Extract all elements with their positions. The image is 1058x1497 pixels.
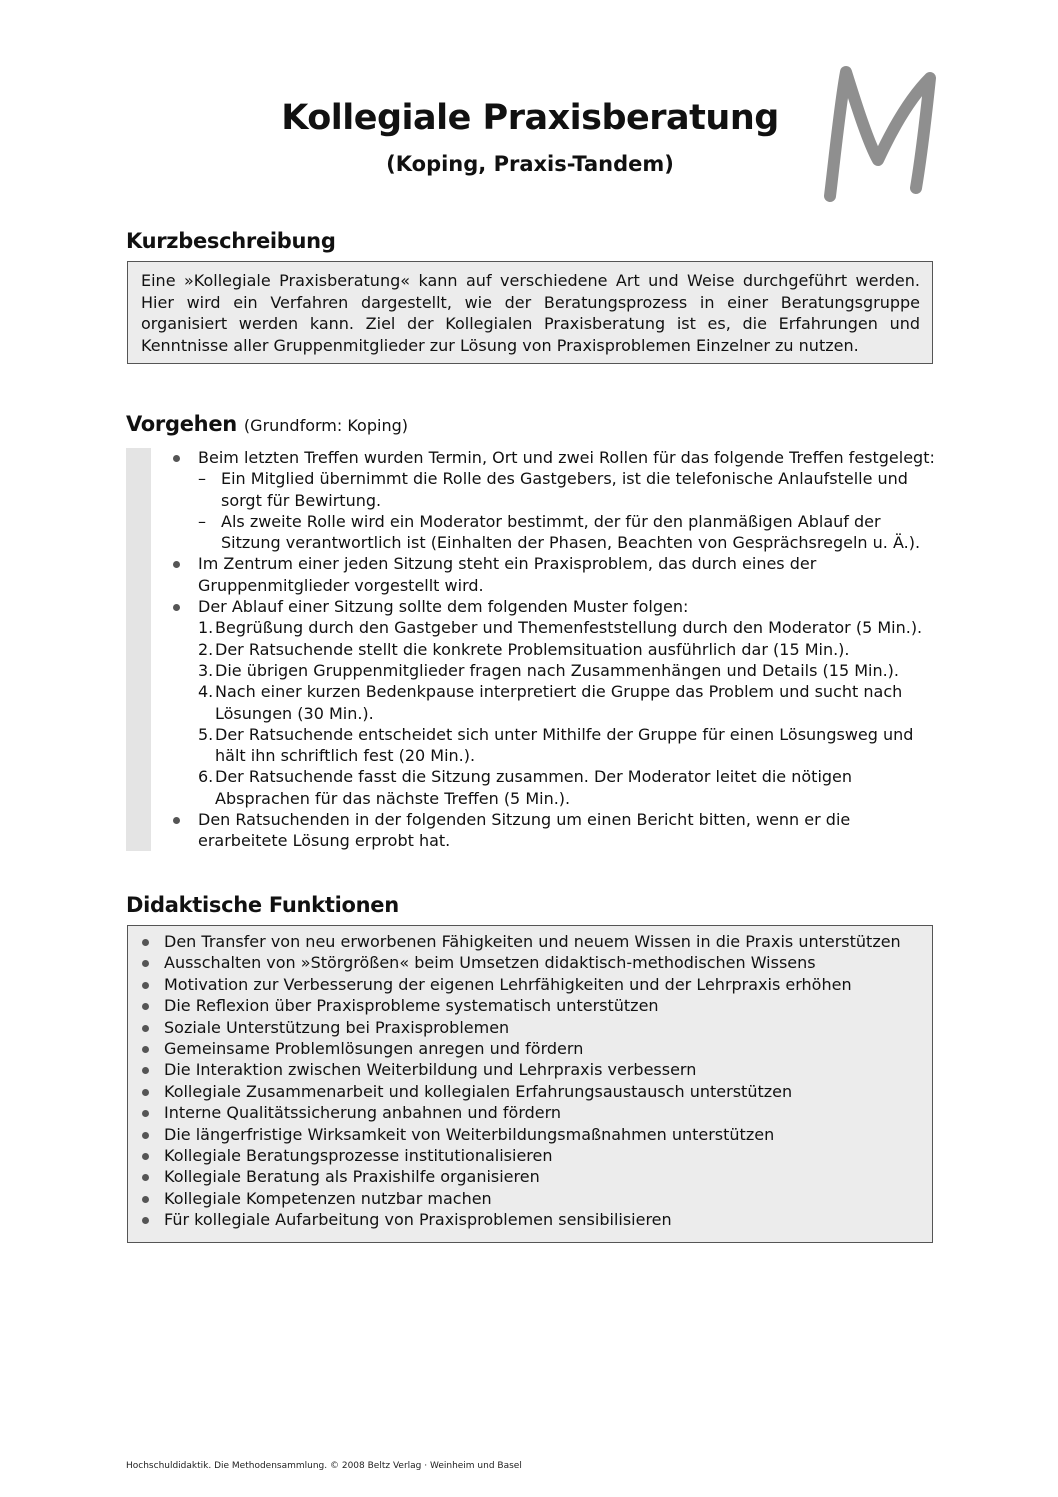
procedure-bullet-text: Beim letzten Treffen wurden Termin, Ort und zwei Rollen für das folgende Treffen festgelegt:: [198, 448, 935, 467]
bullet-icon: [173, 561, 180, 568]
list-item: [142, 931, 920, 952]
bullet-icon: [142, 939, 149, 946]
procedure-bullet-text: Im Zentrum einer jeden Sitzung steht ein Praxisproblem, das durch eines der Gruppenmitglieder vorgestellt wird.: [198, 554, 817, 595]
step-number: 3.: [198, 660, 214, 680]
list-item: [173, 553, 935, 596]
function-text: Den Transfer von neu erworbenen Fähigkeiten und neuem Wissen in die Praxis unterstützen: [164, 932, 901, 951]
bullet-icon: [142, 1110, 149, 1117]
function-text: Motivation zur Verbesserung der eigenen Lehrfähigkeiten und der Lehrpraxis erhöhen: [164, 974, 852, 994]
list-item: [142, 1166, 920, 1187]
description-text: Eine »Kollegiale Praxisberatung« kann auf verschiedene Art und Weise durchgeführt werden. Hier wird ein Verfahren dargestellt, wie der Beratungsprozess in einer Beratungsgruppe organisiert werden kann. Ziel der Kollegialen Praxisberatung ist es, die Erfahrungen und Kenntnisse aller Gruppenmitglieder zur Lösung von Praxisproblemen Einzelner zu nutzen.: [141, 271, 920, 355]
list-item: [173, 596, 935, 617]
function-text: Kollegiale Kompetenzen nutzbar machen: [164, 1188, 492, 1208]
function-text: Ausschalten von »Störgrößen« beim Umsetzen didaktisch-methodischen Wissens: [164, 953, 816, 973]
function-text: Kollegiale Beratung als Praxishilfe organisieren: [164, 1167, 540, 1187]
bullet-icon: [173, 455, 180, 462]
numbered-step: [173, 660, 935, 681]
list-item: [142, 995, 920, 1016]
list-item: [142, 1209, 920, 1230]
step-number: 2.: [198, 639, 214, 659]
bullet-icon: [173, 817, 180, 824]
function-text: Kollegiale Zusammenarbeit und kollegialen Erfahrungsaustausch unterstützen: [164, 1081, 793, 1101]
section-heading-kurzbeschreibung: Kurzbeschreibung: [126, 229, 336, 253]
step-text: Begrüßung durch den Gastgeber und Themenfeststellung durch den Moderator (5 Min.).: [215, 618, 923, 638]
procedure-list: [173, 447, 935, 852]
function-text: Die Reflexion über Praxisprobleme systematisch unterstützen: [164, 996, 659, 1016]
description-box: [127, 261, 933, 364]
page-title: Kollegiale Praxisberatung: [281, 98, 779, 138]
numbered-step: [173, 639, 935, 660]
step-text: Die übrigen Gruppenmitglieder fragen nach Zusammenhängen und Details (15 Min.).: [215, 660, 900, 680]
numbered-step: [173, 617, 935, 638]
section-heading-vorgehen: [126, 412, 408, 436]
sub-item-text: Als zweite Rolle wird ein Moderator bestimmt, der für den planmäßigen Ablauf der Sitzung verantwortlich ist (Einhalten der Phasen, Beachten von Gesprächsregeln u. Ä.).: [221, 511, 921, 553]
dash-icon: –: [198, 469, 206, 489]
bullet-icon: [142, 1003, 149, 1010]
page-subtitle: (Koping, Praxis-Tandem): [386, 152, 674, 176]
vorgehen-note: (Grundform: Koping): [243, 416, 408, 435]
procedure-bullet-text: Der Ablauf einer Sitzung sollte dem folgenden Muster folgen:: [198, 597, 689, 617]
sub-list-item: [173, 511, 935, 554]
list-item: [142, 1145, 920, 1166]
function-text: Gemeinsame Problemlösungen anregen und fördern: [164, 1039, 584, 1059]
list-item: [142, 1059, 920, 1080]
bullet-icon: [142, 960, 149, 967]
bullet-icon: [142, 982, 149, 989]
list-item: [142, 1102, 920, 1123]
bullet-icon: [142, 1196, 149, 1203]
functions-list: [128, 926, 932, 1238]
function-text: Die längerfristige Wirksamkeit von Weiterbildungsmaßnahmen unterstützen: [164, 1124, 775, 1144]
step-number: 5.: [198, 724, 214, 744]
bullet-icon: [142, 1046, 149, 1053]
page-footer: Hochschuldidaktik. Die Methodensammlung. © 2008 Beltz Verlag · Weinheim und Basel: [126, 1461, 522, 1471]
bullet-icon: [142, 1153, 149, 1160]
list-item: [142, 1081, 920, 1102]
numbered-step: [173, 766, 935, 809]
list-item: [142, 1188, 920, 1209]
numbered-step: [173, 724, 935, 767]
section-heading-funktionen: Didaktische Funktionen: [126, 893, 399, 917]
list-item: [142, 1124, 920, 1145]
procedure-bullet-text: Den Ratsuchenden in der folgenden Sitzung um einen Bericht bitten, wenn er die erarbeitete Lösung erprobt hat.: [198, 810, 851, 851]
function-text: Interne Qualitätssicherung anbahnen und fördern: [164, 1103, 562, 1123]
list-item: [142, 1017, 920, 1038]
list-item: [142, 974, 920, 995]
numbered-step: [173, 681, 935, 724]
sub-list-item: [173, 468, 935, 511]
list-item: [173, 809, 935, 852]
bullet-icon: [173, 604, 180, 611]
bullet-icon: [142, 1132, 149, 1139]
sub-item-text: Ein Mitglied übernimmt die Rolle des Gastgebers, ist die telefonische Anlaufstelle und sorgt für Bewirtung.: [221, 469, 908, 510]
list-item: [173, 447, 935, 468]
step-text: Der Ratsuchende fasst die Sitzung zusammen. Der Moderator leitet die nötigen Absprachen für das nächste Treffen (5 Min.).: [215, 767, 853, 808]
step-number: 1.: [198, 618, 214, 638]
section-sidebar-bar: [126, 448, 151, 851]
step-number: 6.: [198, 767, 214, 787]
step-text: Der Ratsuchende entscheidet sich unter Mithilfe der Gruppe für einen Lösungsweg und hält ihn schriftlich fest (20 Min.).: [215, 724, 914, 766]
bullet-icon: [142, 1067, 149, 1074]
function-text: Kollegiale Beratungsprozesse institutionalisieren: [164, 1146, 553, 1166]
function-text: Die Interaktion zwischen Weiterbildung und Lehrpraxis verbessern: [164, 1060, 697, 1080]
bullet-icon: [142, 1025, 149, 1032]
step-text: Nach einer kurzen Bedenkpause interpretiert die Gruppe das Problem und sucht nach Lösungen (30 Min.).: [215, 682, 903, 723]
list-item: [142, 952, 920, 973]
function-text: Soziale Unterstützung bei Praxisproblemen: [164, 1017, 510, 1037]
step-text: Der Ratsuchende stellt die konkrete Problemsituation ausführlich dar (15 Min.).: [215, 639, 850, 659]
vorgehen-title: Vorgehen: [126, 412, 237, 436]
dash-icon: –: [198, 511, 206, 531]
bullet-icon: [142, 1089, 149, 1096]
list-item: [142, 1038, 920, 1059]
bullet-icon: [142, 1174, 149, 1181]
function-text: Für kollegiale Aufarbeitung von Praxisproblemen sensibilisieren: [164, 1210, 672, 1230]
functions-box: [127, 925, 933, 1243]
step-number: 4.: [198, 682, 214, 702]
bullet-icon: [142, 1217, 149, 1224]
letter-m-logo-icon: [812, 64, 936, 204]
